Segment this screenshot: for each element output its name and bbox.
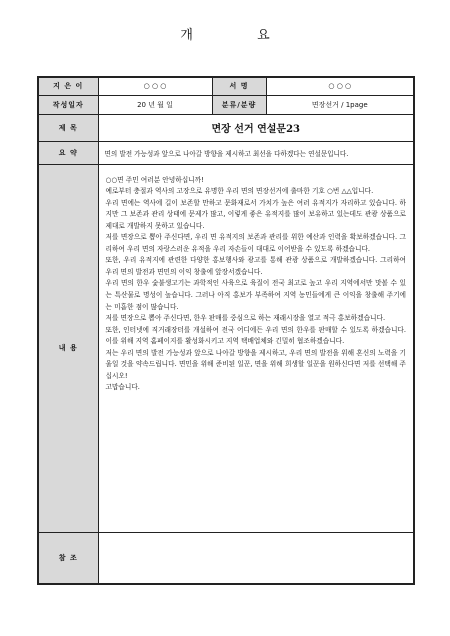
content-paragraph: 고맙습니다.: [105, 383, 140, 392]
content-paragraph: 저는 우리 면의 발전 가능성과 앞으로 나아갈 방향을 제시하고, 우리 면의 발전을 위해 혼신의 노력을 기울일 것을 약속드립니다. 면민을 위해 준비된 일꾼, 면을 위해 희생할 일꾼을 원하신다면 저를 선택해 주십시오!: [105, 348, 406, 380]
date-value: 20 년 월 일: [98, 95, 212, 114]
summary-value: 면의 발전 가능성과 앞으로 나아갈 방향을 제시하고 최선을 다하겠다는 연설문입니다.: [98, 141, 414, 164]
content-paragraph: ○○면 주민 여러분 안녕하십니까!: [105, 175, 204, 184]
signature-value: ○ ○ ○: [266, 77, 414, 95]
content-paragraph: 또한, 우리 유적지에 관련한 다양한 홍보행사와 광고를 통해 관광 상품으로 개발하겠습니다. 그리하여 우리 면의 발전과 면민의 이익 창출에 앞장서겠습니다.: [105, 256, 406, 276]
signature-label: 서 명: [212, 77, 266, 95]
content-paragraph: 예로부터 충절과 역사의 고장으로 유명한 우리 면의 면장선거에 출마한 기호 ○번 △△입니다.: [105, 187, 374, 196]
author-value: ○ ○ ○: [98, 77, 212, 95]
content-paragraph: 우리 면에는 역사에 길이 보존할 만하고 문화재로서 가치가 높은 여러 유적지가 자리하고 있습니다. 하지만 그 보존과 관리 상태에 문제가 많고, 이렇게 좋은 유적지를 많이 보유하고 있는데도 관광 상품으로 제대로 개발하지 못하고 있습니다.: [105, 198, 406, 230]
reference-value: [98, 532, 414, 584]
date-label: 작성일자: [38, 95, 98, 114]
page-title: 개 요: [180, 28, 300, 43]
subject-label: 제 목: [38, 114, 98, 141]
reference-label: 참 조: [38, 532, 98, 584]
content-paragraph: 또한, 인터넷에 직거래장터를 개설하여 전국 어디에든 우리 면의 한우를 판매할 수 있도록 하겠습니다. 이를 위해 지역 홈페이지를 활성화시키고 지역 택배업체와 긴밀히 협조하겠습니다.: [105, 325, 406, 346]
category-value: 면장선거 / 1page: [266, 95, 414, 114]
content-label: 내 용: [38, 164, 98, 532]
content-paragraph: 우리 면의 한우 숯불생고기는 과학적인 사육으로 육질이 전국 최고로 높고 우리 지역에서만 맛볼 수 있는 특산물로 명성이 높습니다. 그러나 아직 홍보가 부족하여 지역 농민들에게 큰 이익을 창출해 주기에는 미흡한 점이 많습니다.: [105, 279, 406, 311]
author-label: 지 은 이: [38, 77, 98, 95]
subject-value: 면장 선거 연설문23: [98, 114, 414, 141]
summary-label: 요 약: [38, 141, 98, 164]
content-paragraph: 저를 면장으로 뽑아 주신다면, 한우 판매를 중심으로 하는 재래시장을 열고 적극 홍보하겠습니다.: [105, 314, 386, 323]
overview-form: [37, 76, 415, 585]
content-paragraph: 저를 면장으로 뽑아 주신다면, 우리 면 유적지의 보존과 관리를 위한 예산과 인력을 확보하겠습니다. 그리하여 우리 면의 자랑스러운 유적을 우리 자손들이 대대로 이어받을 수 있도록 하겠습니다.: [105, 233, 406, 253]
content-body: [98, 164, 414, 532]
category-label: 분류/분량: [212, 95, 266, 114]
